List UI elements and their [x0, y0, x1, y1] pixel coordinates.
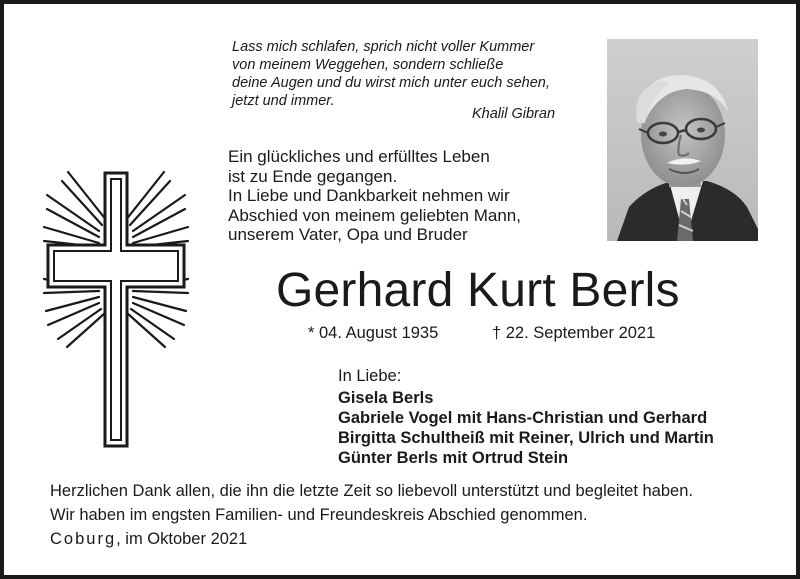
- closing-text: [50, 479, 693, 551]
- radiant-cross-icon: [40, 169, 192, 449]
- intro-line: Ein glückliches und erfülltes Leben: [228, 147, 490, 166]
- poem-quote: [232, 38, 582, 110]
- mourner-name: Gisela Berls: [338, 389, 434, 407]
- portrait-photo: [607, 39, 758, 241]
- intro-line: In Liebe und Dankbarkeit nehmen wir: [228, 186, 510, 205]
- poem-author: Khalil Gibran: [472, 106, 556, 122]
- mourner-name: Günter Berls mit Ortrud Stein: [338, 449, 569, 467]
- intro-line: unserem Vater, Opa und Bruder: [228, 225, 468, 244]
- mourner-name: Gabriele Vogel mit Hans-Christian und Gerhard: [338, 409, 708, 427]
- deceased-name: Gerhard Kurt Berls: [276, 264, 680, 317]
- intro-text: [228, 147, 568, 245]
- poem-line: jetzt und immer.: [232, 93, 335, 109]
- closing-line: Wir haben im engsten Familien- und Freundeskreis Abschied genommen.: [50, 506, 588, 524]
- place-name: Coburg: [50, 530, 117, 548]
- intro-line: ist zu Ende gegangen.: [228, 166, 398, 186]
- mourners-label: In Liebe:: [338, 367, 402, 385]
- birth-date: * 04. August 1935: [308, 324, 439, 342]
- poem-line: deine Augen und du wirst mich unter euch sehen,: [232, 75, 550, 91]
- death-date: † 22. September 2021: [492, 324, 656, 342]
- poem-line: Lass mich schlafen, sprich nicht voller Kummer: [232, 39, 535, 55]
- poem-line: von meinem Weggehen, sondern schließe: [232, 57, 504, 73]
- place-date-line: [50, 527, 693, 551]
- closing-date: , im Oktober 2021: [116, 530, 248, 548]
- closing-line: Herzlichen Dank allen, die ihn die letzte Zeit so liebevoll unterstützt und begleitet haben.: [50, 482, 693, 500]
- mourners-list: [338, 388, 714, 468]
- radiant-cross: [40, 169, 192, 449]
- intro-line: Abschied von meinem geliebten Mann,: [228, 205, 521, 225]
- mourner-name: Birgitta Schultheiß mit Reiner, Ulrich und Martin: [338, 429, 714, 447]
- portrait-photo-icon: [607, 39, 758, 241]
